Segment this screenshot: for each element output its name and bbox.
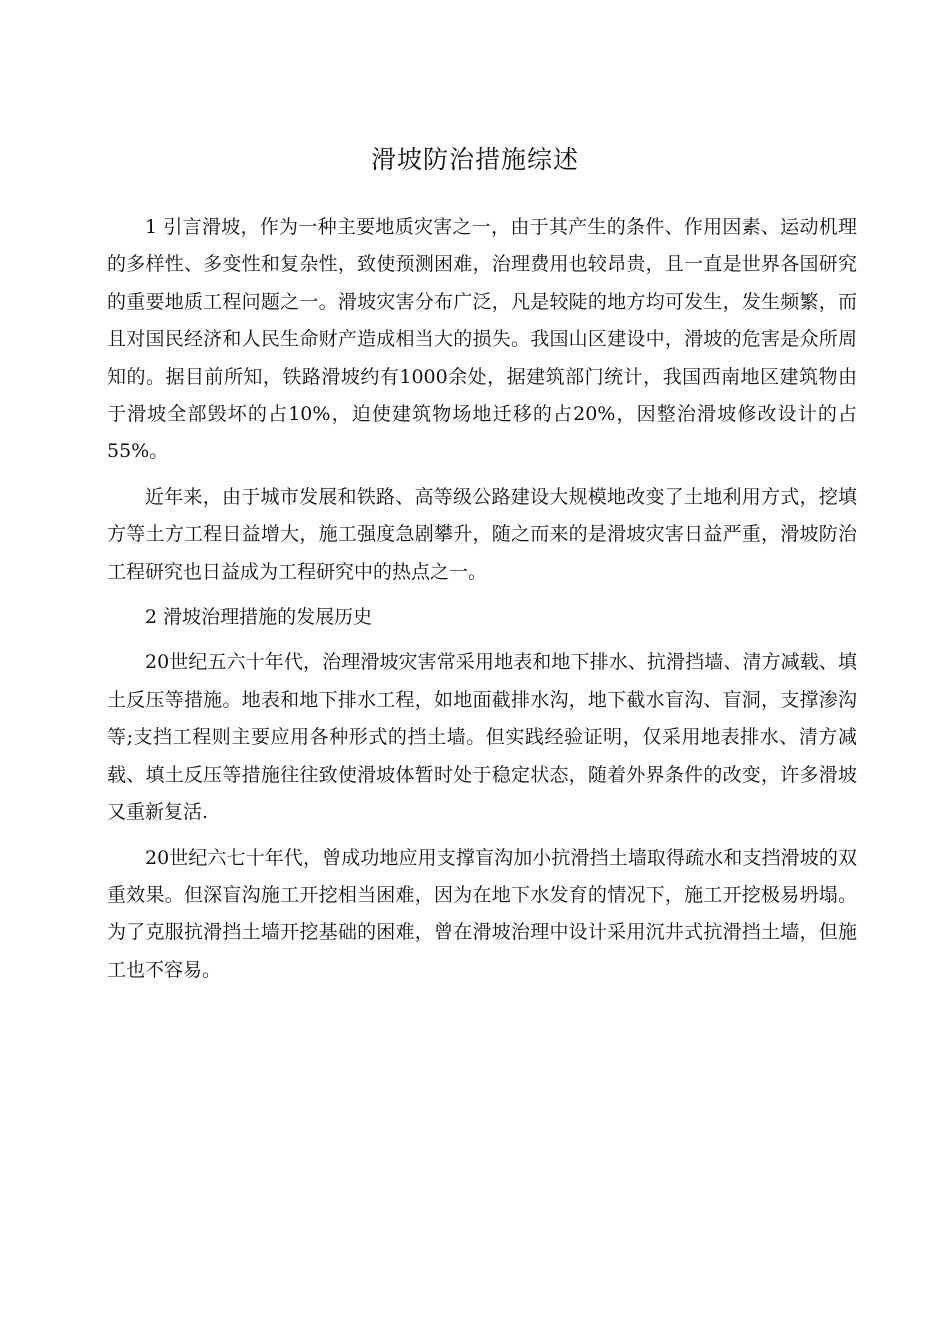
paragraph-recent-years: 近年来，由于城市发展和铁路、高等级公路建设大规模地改变了土地利用方式，挖填方等土方工程日益增大，施工强度急剧攀升，随之而来的是滑坡灾害日益严重，滑坡防治工程研究也日益成为工程研究中的热点之一。: [107, 485, 857, 583]
document-body: [107, 209, 857, 997]
paragraph-introduction: 1 引言滑坡，作为一种主要地质灾害之一，由于其产生的条件、作用因素、运动机理的多样性、多变性和复杂性，致使预测困难，治理费用也较昂贵，且一直是世界各国研究的重要地质工程问题之一。滑坡灾害分布广泛，凡是较陡的地方均可发生，发生频繁，而且对国民经济和人民生命财产造成相当大的损失。我国山区建设中，滑坡的危害是众所周知的。据目前所知，铁路滑坡约有1000余处，据建筑部门统计，我国西南地区建筑物由于滑坡全部毁坏的占10%，迫使建筑物场地迁移的占20%，因整治滑坡修改设计的占55%。: [107, 216, 857, 463]
paragraph-1950s-1960s: 20世纪五六十年代，治理滑坡灾害常采用地表和地下排水、抗滑挡墙、清方减载、填土反压等措施。地表和地下排水工程，如地面截排水沟，地下截水盲沟、盲洞，支撑渗沟等;支挡工程则主要应用各种形式的挡土墙。但实践经验证明，仅采用地表排水、清方减载、填土反压等措施往往致使滑坡体暂时处于稳定状态，随着外界条件的改变，许多滑坡又重新复活.: [107, 651, 857, 824]
section-heading-history: 2 滑坡治理措施的发展历史: [145, 606, 373, 629]
document-title: 滑坡防治措施综述: [370, 145, 579, 174]
paragraph-1960s-1970s: 20世纪六七十年代，曾成功地应用支撑盲沟加小抗滑挡土墙取得疏水和支挡滑坡的双重效果。但深盲沟施工开挖相当困难，因为在地下水发育的情况下，施工开挖极易坍塌。为了克服抗滑挡土墙开挖基础的困难，曾在滑坡治理中设计采用沉井式抗滑挡土墙，但施工也不容易。: [107, 846, 857, 981]
